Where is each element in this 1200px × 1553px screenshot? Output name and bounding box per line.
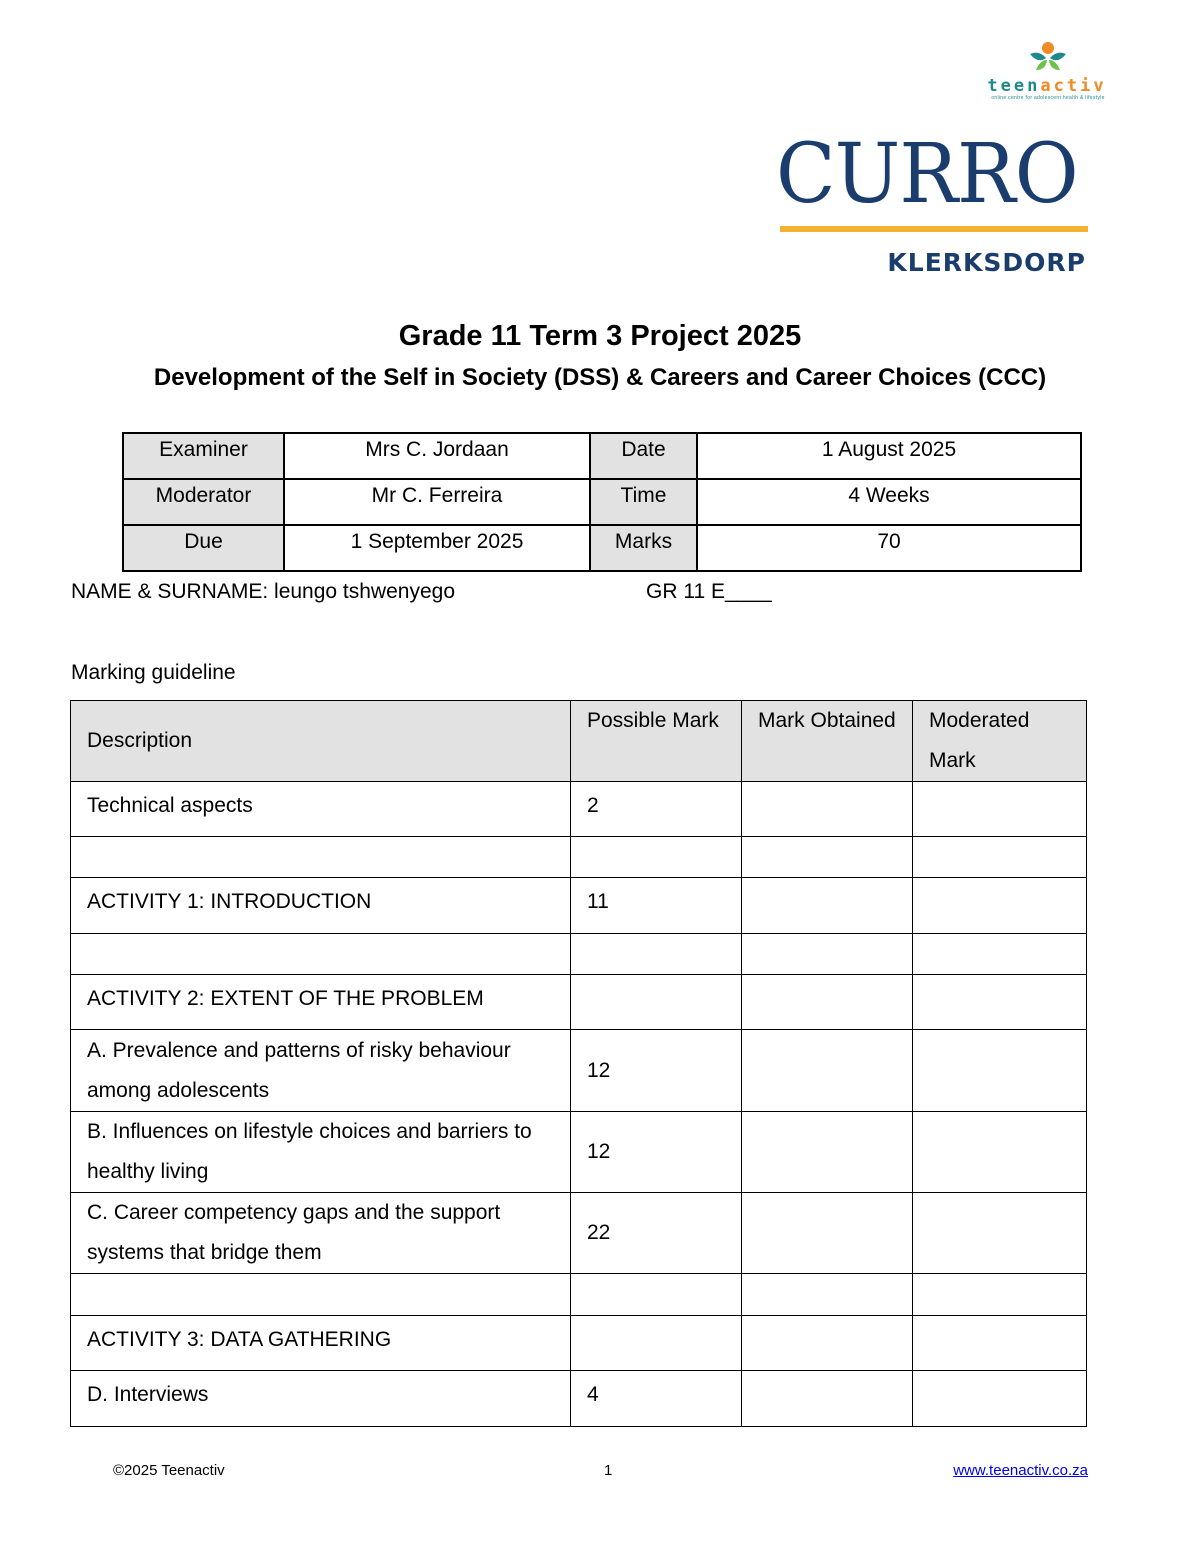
row-description: B. Influences on lifestyle choices and barriers to healthy living bbox=[71, 1112, 571, 1193]
row-moderated-mark bbox=[913, 1112, 1087, 1193]
row-description bbox=[71, 1274, 571, 1316]
teenactiv-wordmark bbox=[966, 76, 1128, 96]
row-possible-mark: 12 bbox=[571, 1030, 742, 1112]
teenactiv-tagline: online centre for adolescent health & lifestyle bbox=[991, 95, 1105, 101]
name-surname-line: NAME & SURNAME: leungo tshwenyego bbox=[71, 580, 455, 603]
teenactiv-wordmark-activ: activ bbox=[1040, 76, 1107, 96]
row-description: ACTIVITY 2: EXTENT OF THE PROBLEM bbox=[71, 975, 571, 1030]
row-moderated-mark bbox=[913, 1030, 1087, 1112]
table-row bbox=[71, 934, 1087, 975]
examiner-label: Examiner bbox=[123, 433, 284, 479]
row-moderated-mark bbox=[913, 1316, 1087, 1371]
row-description: C. Career competency gaps and the support systems that bridge them bbox=[71, 1193, 571, 1274]
footer-website-link[interactable]: www.teenactiv.co.za bbox=[953, 1462, 1088, 1479]
date-value: 1 August 2025 bbox=[697, 433, 1081, 479]
row-mark-obtained bbox=[742, 1316, 913, 1371]
row-mark-obtained bbox=[742, 878, 913, 934]
row-mark-obtained bbox=[742, 1112, 913, 1193]
curro-wordmark: CURRO bbox=[776, 127, 1078, 222]
row-description: ACTIVITY 3: DATA GATHERING bbox=[71, 1316, 571, 1371]
row-possible-mark bbox=[571, 1274, 742, 1316]
row-mark-obtained bbox=[742, 934, 913, 975]
document-title: Grade 11 Term 3 Project 2025 bbox=[398, 320, 802, 352]
table-row bbox=[71, 1316, 1087, 1371]
due-value: 1 September 2025 bbox=[284, 525, 590, 571]
row-possible-mark: 12 bbox=[571, 1112, 742, 1193]
row-description bbox=[71, 934, 571, 975]
table-row bbox=[71, 782, 1087, 837]
row-description: ACTIVITY 1: INTRODUCTION bbox=[71, 878, 571, 934]
teenactiv-flower-icon bbox=[966, 40, 1128, 76]
table-row bbox=[71, 1193, 1087, 1274]
row-moderated-mark bbox=[913, 975, 1087, 1030]
row-moderated-mark bbox=[913, 934, 1087, 975]
row-possible-mark bbox=[571, 837, 742, 878]
teenactiv-logo bbox=[966, 40, 1128, 100]
row-mark-obtained bbox=[742, 1193, 913, 1274]
row-mark-obtained bbox=[742, 837, 913, 878]
table-row bbox=[71, 878, 1087, 934]
table-row bbox=[71, 1371, 1087, 1427]
row-description: A. Prevalence and patterns of risky behaviour among adolescents bbox=[71, 1030, 571, 1112]
row-moderated-mark bbox=[913, 837, 1087, 878]
row-moderated-mark bbox=[913, 878, 1087, 934]
info-row-due bbox=[123, 525, 1081, 571]
info-row-moderator bbox=[123, 479, 1081, 525]
row-mark-obtained bbox=[742, 1030, 913, 1112]
curro-logo bbox=[770, 127, 1100, 280]
row-moderated-mark bbox=[913, 782, 1087, 837]
grade-class-line: GR 11 E____ bbox=[646, 580, 772, 603]
row-description: Technical aspects bbox=[71, 782, 571, 837]
curro-campus: KLERKSDORP bbox=[887, 248, 1086, 277]
table-row bbox=[71, 1030, 1087, 1112]
marking-guideline-heading: Marking guideline bbox=[71, 661, 236, 684]
moderator-label: Moderator bbox=[123, 479, 284, 525]
row-possible-mark bbox=[571, 934, 742, 975]
teenactiv-wordmark-teen: teen bbox=[987, 76, 1041, 96]
table-row bbox=[71, 1112, 1087, 1193]
row-possible-mark bbox=[571, 975, 742, 1030]
footer-copyright: ©2025 Teenactiv bbox=[113, 1462, 225, 1479]
marking-guideline-table bbox=[70, 700, 1087, 1427]
row-mark-obtained bbox=[742, 975, 913, 1030]
row-possible-mark: 22 bbox=[571, 1193, 742, 1274]
table-row bbox=[71, 1274, 1087, 1316]
info-row-examiner bbox=[123, 433, 1081, 479]
table-row bbox=[71, 837, 1087, 878]
time-value: 4 Weeks bbox=[697, 479, 1081, 525]
document-subtitle: Development of the Self in Society (DSS) & Careers and Career Choices (CCC) bbox=[153, 364, 1047, 391]
row-possible-mark: 2 bbox=[571, 782, 742, 837]
column-header-possible-mark: Possible Mark bbox=[571, 701, 742, 782]
marks-label: Marks bbox=[590, 525, 697, 571]
moderator-value: Mr C. Ferreira bbox=[284, 479, 590, 525]
column-header-mark-obtained: Mark Obtained bbox=[742, 701, 913, 782]
row-moderated-mark bbox=[913, 1371, 1087, 1427]
table-row bbox=[71, 975, 1087, 1030]
row-description bbox=[71, 837, 571, 878]
row-possible-mark bbox=[571, 1316, 742, 1371]
table-header-row bbox=[71, 701, 1087, 782]
time-label: Time bbox=[590, 479, 697, 525]
footer-page-number: 1 bbox=[604, 1462, 613, 1479]
row-moderated-mark bbox=[913, 1193, 1087, 1274]
info-table bbox=[122, 432, 1082, 572]
row-description: D. Interviews bbox=[71, 1371, 571, 1427]
column-header-description: Description bbox=[71, 701, 571, 782]
row-mark-obtained bbox=[742, 1371, 913, 1427]
row-possible-mark: 11 bbox=[571, 878, 742, 934]
row-possible-mark: 4 bbox=[571, 1371, 742, 1427]
row-moderated-mark bbox=[913, 1274, 1087, 1316]
row-mark-obtained bbox=[742, 1274, 913, 1316]
due-label: Due bbox=[123, 525, 284, 571]
curro-accent-bar bbox=[780, 226, 1088, 232]
examiner-value: Mrs C. Jordaan bbox=[284, 433, 590, 479]
row-mark-obtained bbox=[742, 782, 913, 837]
column-header-moderated-mark: Moderated Mark bbox=[913, 701, 1087, 782]
marks-value: 70 bbox=[697, 525, 1081, 571]
date-label: Date bbox=[590, 433, 697, 479]
